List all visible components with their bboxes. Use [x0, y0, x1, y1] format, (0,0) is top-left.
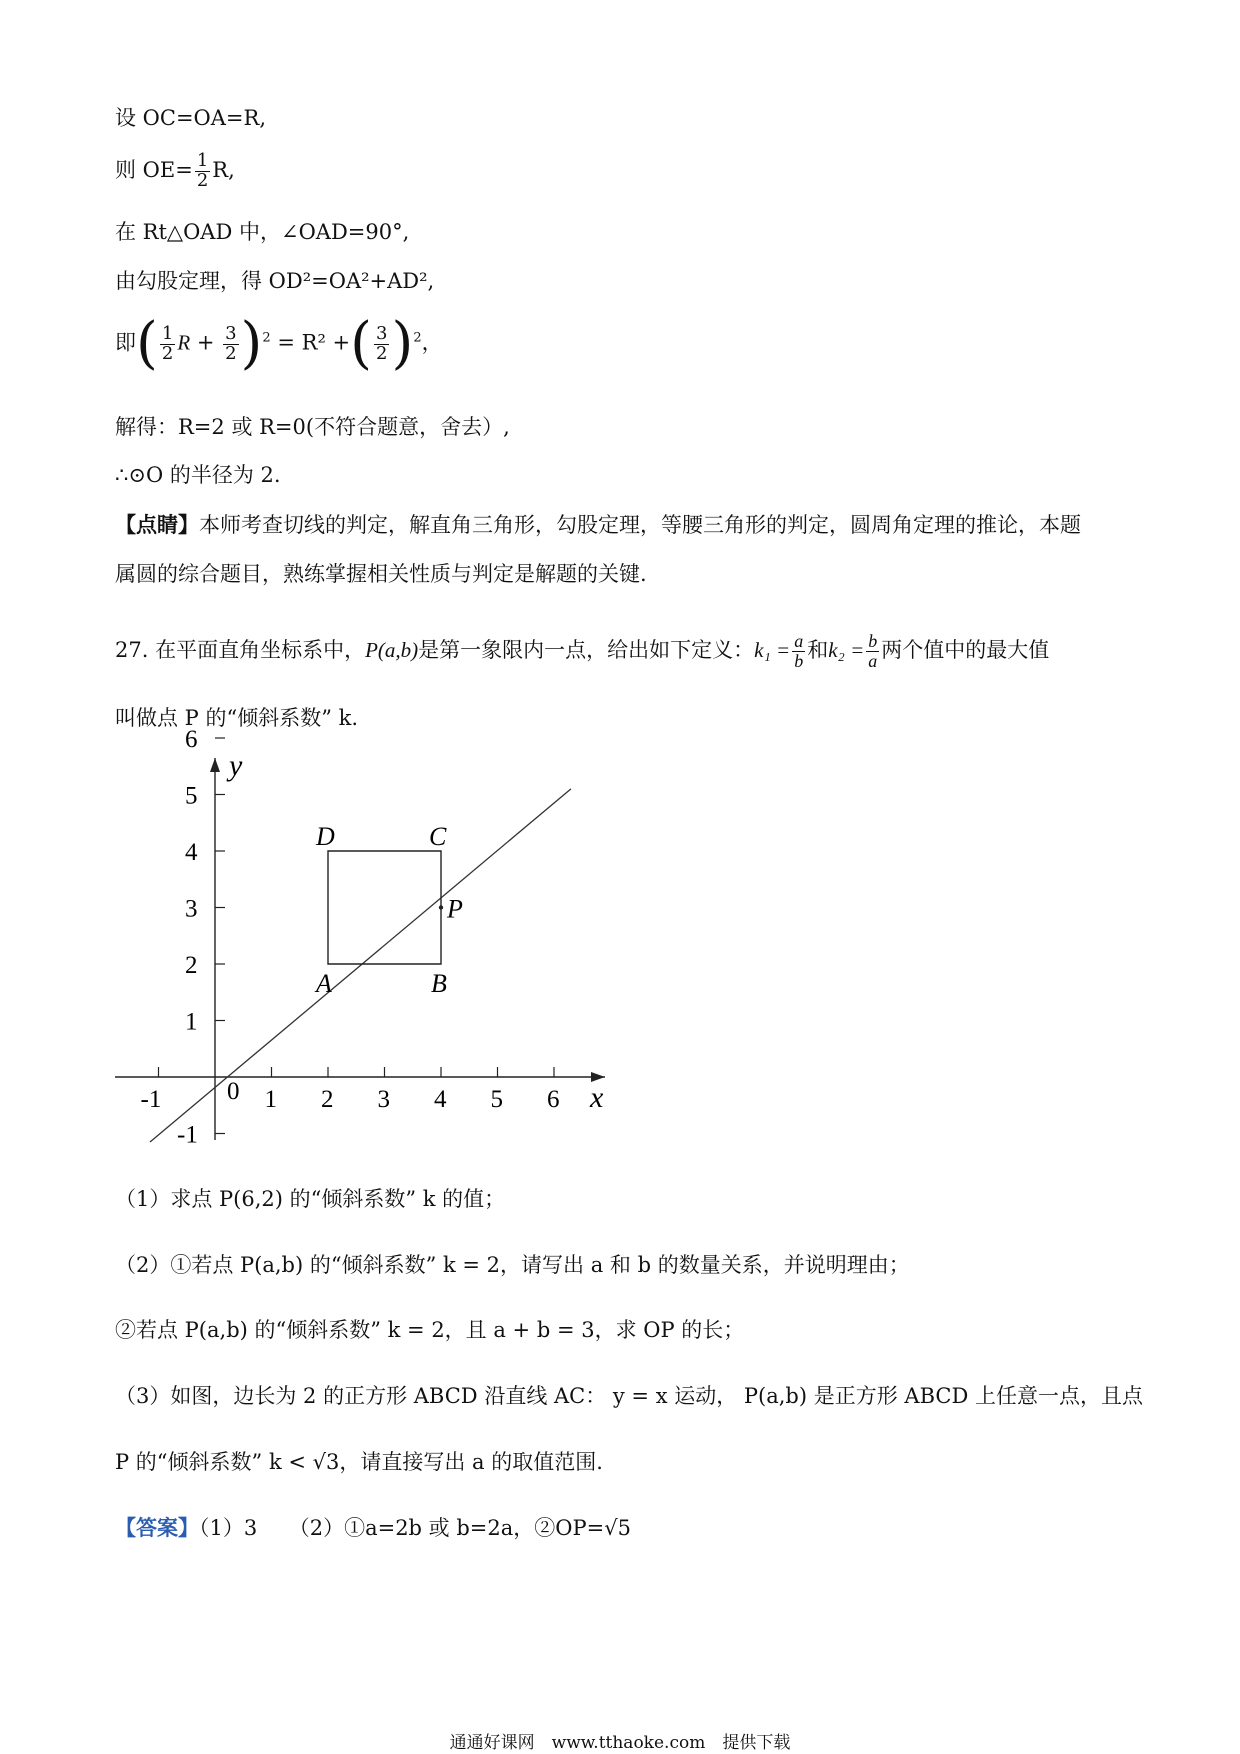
y-tick-label: 6	[185, 726, 198, 753]
frac-3-2-b: $\frac{3}{2}$	[376, 322, 388, 364]
y-tick-label: 2	[185, 952, 198, 979]
y-tick-label: 3	[185, 895, 198, 923]
footer: 通通好课网 www.tthaoke.com 提供下载	[449, 1733, 791, 1753]
answer-text: （1）3 （2）①a=2b 或 b=2a，②OP=√5	[199, 1516, 631, 1540]
vertex-label-a: A	[316, 969, 332, 998]
y-axis-arrow	[210, 758, 220, 772]
line-5-equation: 即( $\frac{1}{2}$ R + $\frac{3}{2}$ )$^2$ = R² +( $\frac{3}{2}$ )$^2$，	[115, 311, 443, 376]
comment-text-1: 本师考查切线的判定，解直角三角形，勾股定理，等腰三角形的判定，圆周角定理的推论，本题	[199, 513, 1081, 537]
x-tick-label: 3	[377, 1086, 390, 1113]
x-tick-label: 0	[227, 1078, 240, 1105]
k2-fraction: $\frac{b}{a}$	[868, 631, 878, 671]
answer-label: 【答案】	[115, 1515, 199, 1540]
vertex-label-b: B	[431, 969, 447, 998]
point-p-label: P	[447, 894, 463, 924]
x-tick-label: 2	[321, 1086, 334, 1113]
k1-fraction: $\frac{a}{b}$	[794, 631, 804, 671]
problem-intro-line-2: 叫做点 P 的“倾斜系数” k.	[115, 706, 359, 730]
fraction-den: 2	[196, 169, 209, 191]
y-tick-label: 1	[185, 1008, 198, 1036]
vertex-label-c: C	[429, 822, 447, 851]
question-3b: P 的“倾斜系数” k < √3，请直接写出 a 的取值范围.	[115, 1450, 603, 1474]
and-word: 和	[807, 637, 829, 662]
line-5-equals: = R² +	[277, 330, 351, 355]
question-2b: ②若点 P(a,b) 的“倾斜系数” k = 2，且 a + b = 3，求 OP 的长；	[115, 1318, 745, 1342]
question-2a: （2）①若点 P(a,b) 的“倾斜系数” k = 2，请写出 a 和 b 的数量关系，并说明理由；	[115, 1253, 910, 1277]
k1-label: k₁ =	[754, 637, 791, 662]
x-tick-label: 5	[490, 1086, 503, 1113]
frac-3-2: $\frac{3}{2}$	[225, 322, 237, 364]
paren-open: (	[136, 311, 158, 376]
point-p-dot	[439, 905, 443, 909]
line-1: 设 OC=OA=R,	[115, 106, 267, 130]
y-axis-label: y	[229, 749, 243, 782]
square-abcd	[328, 851, 441, 964]
comment-line-1	[115, 512, 1081, 538]
line-2-suffix: R,	[212, 157, 235, 182]
vertex-label-d: D	[316, 822, 335, 851]
y-tick-label: 5	[185, 782, 198, 810]
answer-line	[115, 1515, 631, 1541]
x-tick-label: 4	[434, 1086, 447, 1113]
x-axis-label: x	[590, 1081, 604, 1114]
question-3a: （3）如图，边长为 2 的正方形 ABCD 沿直线 AC： y = x 运动， P(a,b) 是正方形 ABCD 上任意一点，且点	[115, 1384, 1143, 1408]
line-7: ∴⊙O 的半径为 2.	[115, 463, 281, 487]
x-tick-label: 6	[547, 1086, 560, 1113]
problem-intro-3: 两个值中的最大值	[881, 637, 1050, 662]
x-tick-label: 1	[264, 1086, 277, 1113]
x-tick-label: -1	[140, 1086, 162, 1113]
line-4: 由勾股定理，得 OD²=OA²+AD²,	[115, 269, 435, 293]
line-y-equals-x	[150, 789, 571, 1142]
line-5-prefix: 即	[115, 330, 136, 355]
problem-number: 27.	[115, 637, 149, 662]
problem-point: P(a,b)	[365, 637, 419, 662]
comment-label: 【点睛】	[115, 512, 199, 537]
line-5-end: ，	[421, 330, 443, 355]
comment-line-2: 属圆的综合题目，熟练掌握相关性质与判定是解题的关键.	[115, 562, 647, 586]
fraction-half	[195, 152, 210, 191]
y-tick-label: 4	[185, 839, 198, 866]
problem-intro-1: 在平面直角坐标系中，	[155, 637, 366, 662]
problem-intro-2: 是第一象限内一点，给出如下定义：	[418, 637, 755, 662]
problem-intro-line	[115, 632, 1049, 671]
line-2-prefix: 则 OE=	[115, 157, 193, 182]
line-3: 在 Rt△OAD 中，∠OAD=90°,	[115, 220, 410, 244]
k2-label: k₂ =	[828, 637, 865, 662]
question-1: （1）求点 P(6,2) 的“倾斜系数” k 的值；	[115, 1187, 506, 1211]
fraction-num: 1	[196, 150, 209, 171]
line-6: 解得：R=2 或 R=0(不符合题意，舍去）,	[115, 415, 510, 439]
paren-close: )	[240, 311, 263, 376]
frac-1-2: $\frac{1}{2}$	[161, 322, 174, 364]
coordinate-graph	[110, 726, 630, 1160]
y-tick-label: -1	[177, 1121, 198, 1149]
line-2	[115, 152, 235, 191]
